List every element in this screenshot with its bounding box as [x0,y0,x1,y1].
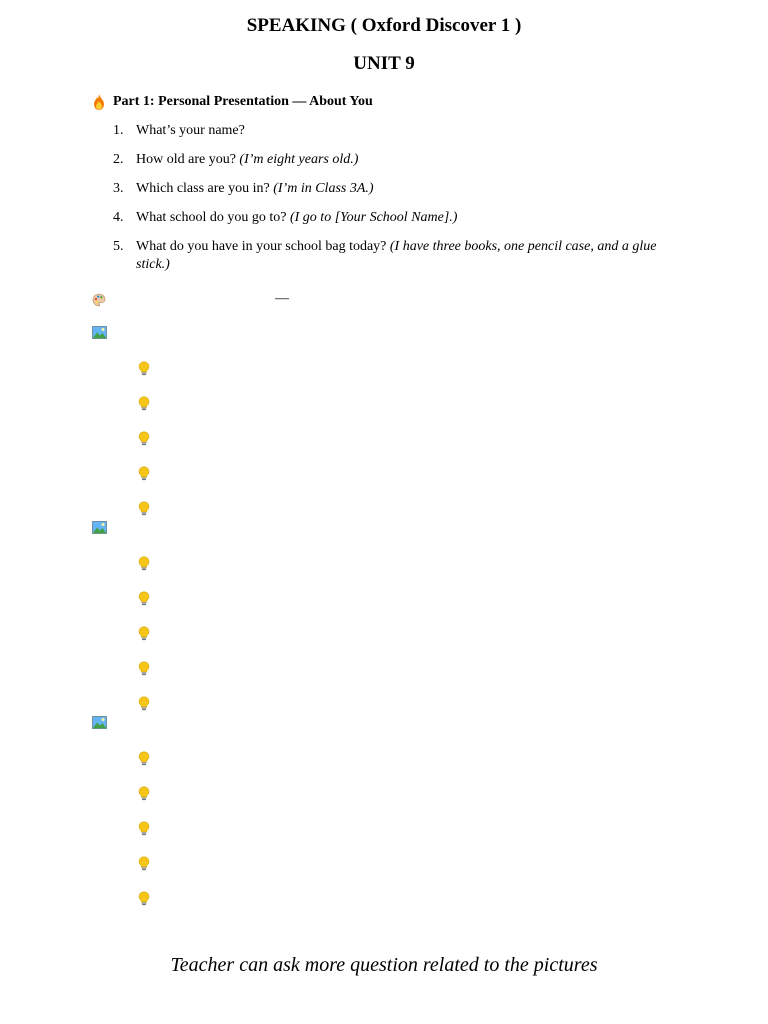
lightbulb-icon [138,396,150,411]
fire-icon [92,94,106,110]
lightbulb-icon [138,751,150,766]
part1-heading-text: Part 1: Personal Presentation — About You [113,94,373,109]
picture-icon [92,521,107,534]
lightbulb-icon [138,466,150,481]
picture-icon [92,326,107,339]
lightbulb-icon [138,661,150,676]
part1-heading [92,94,373,110]
list-item [113,151,658,169]
question-number: 2. [113,152,124,167]
question-answer: (I go to [Your School Name].) [289,210,458,225]
palette-icon [92,293,106,307]
question-number: 4. [113,210,124,225]
question-text: Which class are you in? [136,181,274,196]
lightbulb-icon [138,431,150,446]
question-list [113,122,658,285]
lightbulb-icon [138,556,150,571]
lightbulb-icon [138,821,150,836]
lightbulb-icon [138,856,150,871]
question-text: How old are you? [136,152,240,167]
list-item [113,180,658,198]
unit-title: UNIT 9 [353,53,415,74]
lightbulb-icon [138,501,150,516]
picture-icon [92,716,107,729]
lightbulb-icon [138,361,150,376]
question-number: 3. [113,181,124,196]
lightbulb-icon [138,696,150,711]
lightbulb-icon [138,891,150,906]
question-number: 5. [113,239,124,254]
question-text: What’s your name? [136,123,245,138]
list-item [113,238,658,274]
question-number: 1. [113,123,124,138]
document-title: SPEAKING ( Oxford Discover 1 ) [246,15,522,36]
list-item [113,209,658,227]
lightbulb-icon [138,626,150,641]
list-item [113,122,658,140]
question-text: What school do you go to? [136,210,290,225]
question-answer: (I’m in Class 3A.) [273,181,374,196]
question-text: What do you have in your school bag today? [136,239,390,254]
lightbulb-icon [138,591,150,606]
lightbulb-icon [138,786,150,801]
question-answer: (I have three books, one pencil case, and a glue stick.) [136,239,657,272]
footer-note: Teacher can ask more question related to the pictures [170,954,598,976]
question-answer: (I’m eight years old.) [239,152,359,167]
part2-dash: — [275,291,289,306]
